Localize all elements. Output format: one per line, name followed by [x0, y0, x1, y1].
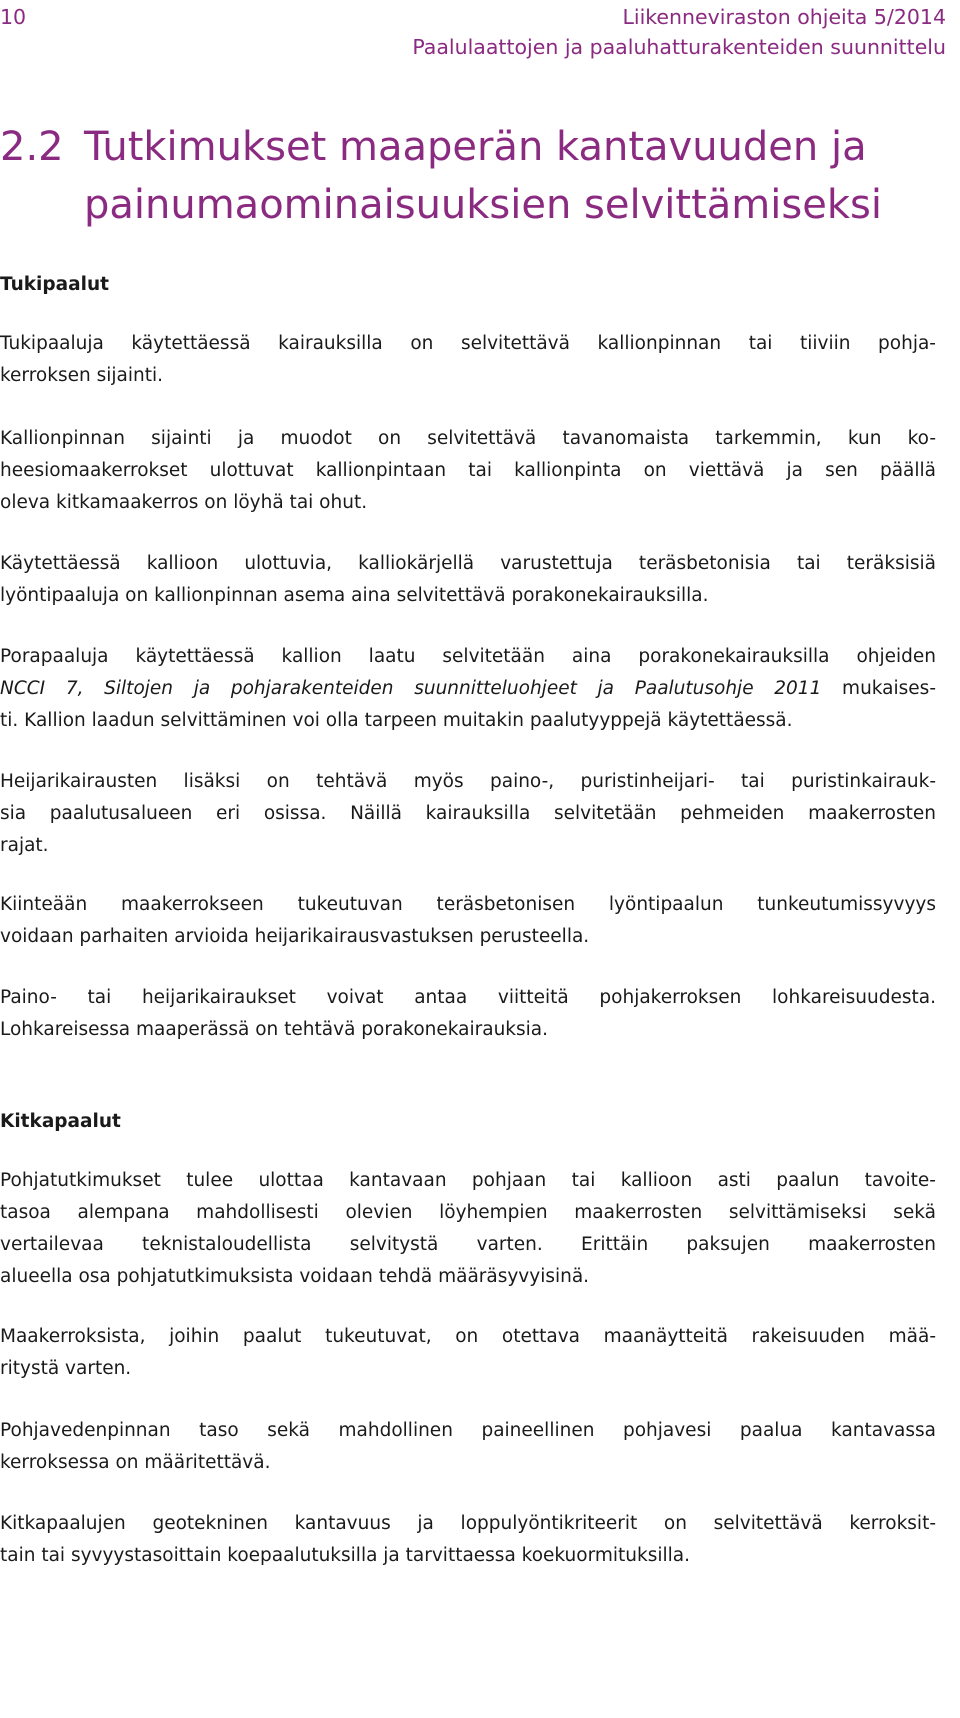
reference-title: NCCI 7, Siltojen ja pohjarakenteiden suunnitteluohjeet ja Paalutusohje 2011	[0, 678, 822, 699]
paragraph	[0, 1508, 936, 1572]
paragraph-line: Pohjatutkimukset tulee ulottaa kantavaan pohjaan tai kallioon asti paalun tavoite-	[0, 1170, 936, 1191]
paragraph-line: kerroksessa on määritettävä.	[0, 1452, 271, 1473]
paragraph-line: Kiinteään maakerrokseen tukeutuvan teräsbetonisen lyöntipaalun tunkeutumissyvyys	[0, 894, 936, 915]
paragraph-line: ritystä varten.	[0, 1358, 132, 1379]
paragraph	[0, 1165, 936, 1293]
running-header	[412, 2, 946, 62]
paragraph	[0, 548, 936, 612]
paragraph-line: Maakerroksista, joihin paalut tukeutuvat, on otettava maanäytteitä rakeisuuden mää-	[0, 1326, 936, 1347]
paragraph-line: vertailevaa teknistaloudellista selvitystä varten. Erittäin paksujen maakerrosten	[0, 1234, 936, 1255]
section-heading	[0, 118, 940, 234]
paragraph	[0, 423, 936, 519]
paragraph-text: mukaises-	[821, 678, 936, 699]
publication-series: Liikenneviraston ohjeita 5/2014	[622, 5, 946, 29]
paragraph-line: tasoa alempana mahdollisesti olevien löyhempien maakerrosten selvittämiseksi sekä	[0, 1202, 936, 1223]
section-number: 2.2	[0, 124, 64, 170]
page-number: 10	[0, 5, 27, 29]
paragraph-line: Heijarikairausten lisäksi on tehtävä myös paino-, puristinheijari- tai puristinkairauk-	[0, 771, 936, 792]
paragraph-line: sia paalutusalueen eri osissa. Näillä kairauksilla selvitetään pehmeiden maakerrosten	[0, 803, 936, 824]
subheading-tukipaalut: Tukipaalut	[0, 274, 109, 295]
paragraph-line: lyöntipaaluja on kallionpinnan asema aina selvitettävä porakonekairauksilla.	[0, 585, 709, 606]
paragraph-line: voidaan parhaiten arvioida heijarikairausvastuksen perusteella.	[0, 926, 590, 947]
paragraph	[0, 766, 936, 862]
paragraph-line: Porapaaluja käytettäessä kallion laatu selvitetään aina porakonekairauksilla ohjeiden	[0, 646, 936, 667]
paragraph-line: Paino- tai heijarikairaukset voivat antaa viitteitä pohjakerroksen lohkareisuudesta.	[0, 987, 936, 1008]
paragraph	[0, 889, 936, 953]
paragraph-line: Kitkapaalujen geotekninen kantavuus ja loppulyöntikriteerit on selvitettävä kerroksit-	[0, 1513, 936, 1534]
paragraph	[0, 1415, 936, 1479]
paragraph-line: alueella osa pohjatutkimuksista voidaan tehdä määräsyvyisinä.	[0, 1266, 590, 1287]
document-title: Paalulaattojen ja paaluhatturakenteiden suunnittelu	[412, 35, 946, 59]
paragraph-line: heesiomaakerrokset ulottuvat kallionpintaan tai kallionpinta on viettävä ja sen päällä	[0, 460, 936, 481]
paragraph-line	[0, 673, 936, 705]
paragraph-line: Tukipaaluja käytettäessä kairauksilla on selvitettävä kallionpinnan tai tiiviin pohja-	[0, 333, 936, 354]
paragraph	[0, 982, 936, 1046]
paragraph	[0, 328, 936, 392]
paragraph-line: oleva kitkamaakerros on löyhä tai ohut.	[0, 492, 368, 513]
paragraph-line: kerroksen sijainti.	[0, 365, 163, 386]
paragraph-line: Käytettäessä kallioon ulottuvia, kalliokärjellä varustettuja teräsbetonisia tai teräksisiä	[0, 553, 936, 574]
section-title-line2: painumaominaisuuksien selvittämiseksi	[84, 182, 882, 228]
paragraph-line: Lohkareisessa maaperässä on tehtävä porakonekairauksia.	[0, 1019, 549, 1040]
paragraph	[0, 1321, 936, 1385]
section-title-line1: Tutkimukset maaperän kantavuuden ja	[84, 124, 867, 170]
paragraph-line: ti. Kallion laadun selvittäminen voi olla tarpeen muitakin paalutyyppejä käytettäessä.	[0, 710, 793, 731]
subheading-kitkapaalut: Kitkapaalut	[0, 1111, 121, 1132]
paragraph-line: tain tai syvyystasoittain koepaalutuksilla ja tarvittaessa koekuormituksilla.	[0, 1545, 691, 1566]
paragraph-line: Kallionpinnan sijainti ja muodot on selvitettävä tavanomaista tarkemmin, kun ko-	[0, 428, 936, 449]
paragraph-line: Pohjavedenpinnan taso sekä mahdollinen paineellinen pohjavesi paalua kantavassa	[0, 1420, 936, 1441]
paragraph-porapaalut	[0, 641, 936, 737]
paragraph-line: rajat.	[0, 835, 49, 856]
